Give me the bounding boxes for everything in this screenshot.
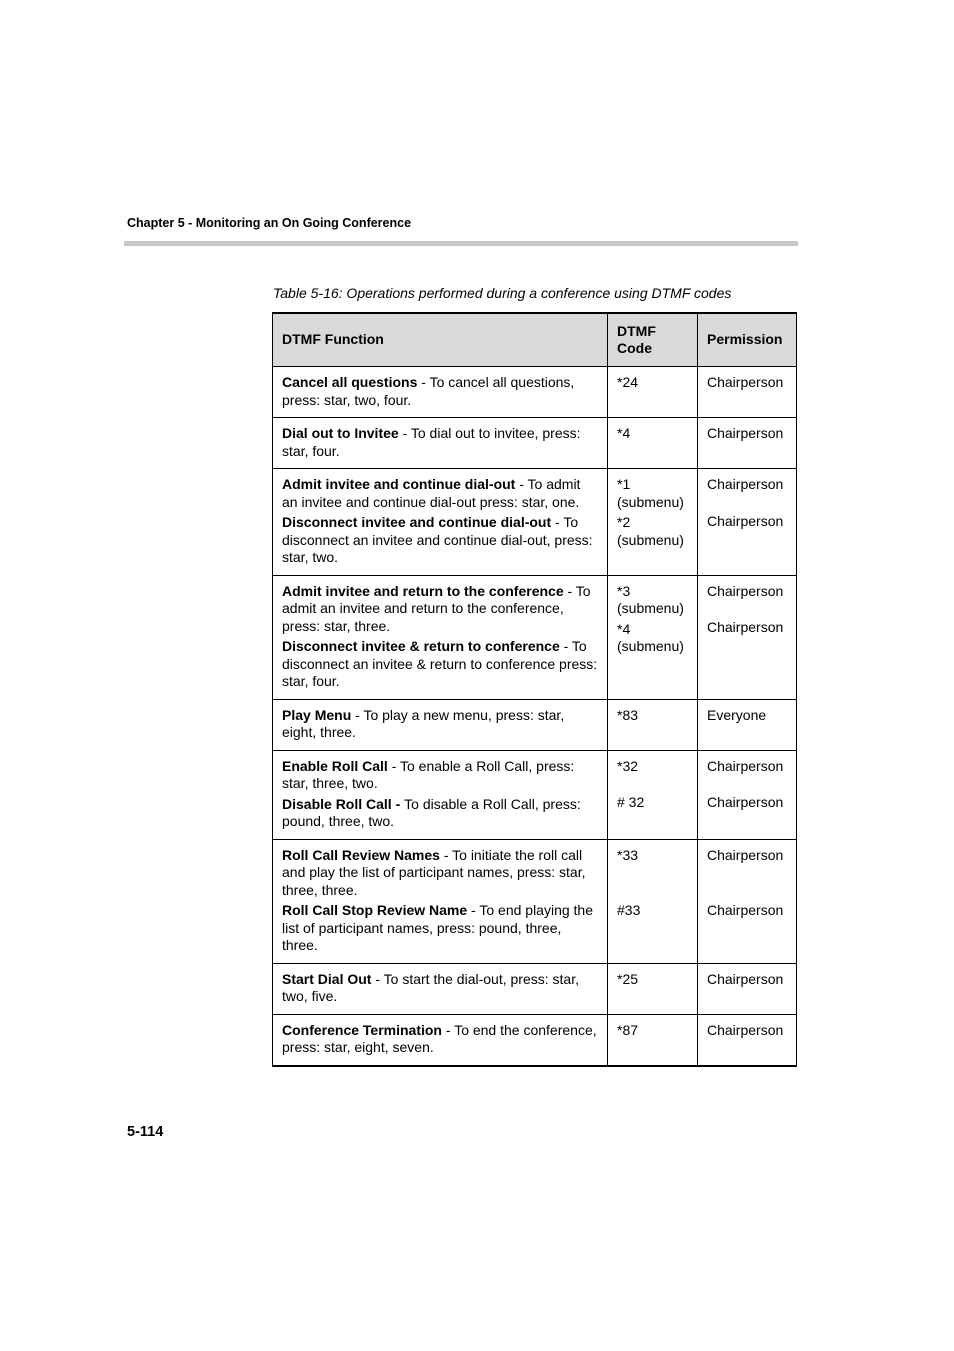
function-entry	[282, 583, 598, 636]
permission-cell	[698, 575, 797, 699]
function-cell	[273, 699, 608, 750]
dtmf-code: *3	[617, 582, 631, 599]
function-description: - To initiate the roll call and play the list of participant names, press: star, three, three.	[282, 846, 586, 898]
dtmf-code: *4	[617, 425, 631, 441]
permission-value: Chairperson	[707, 846, 784, 863]
permission-value: Chairperson	[707, 757, 784, 774]
permission-value: Chairperson	[707, 902, 784, 918]
table-row	[273, 469, 797, 576]
function-name: Enable Roll Call	[282, 757, 388, 774]
table-row	[273, 1014, 797, 1066]
column-header-permission: Permission	[698, 313, 797, 367]
function-description: - To admit an invitee and continue dial-out press: star, one.	[282, 476, 581, 510]
table-header-row	[273, 313, 797, 367]
code-cell	[608, 839, 698, 963]
function-name: Roll Call Review Names	[282, 846, 440, 863]
function-entry	[282, 707, 598, 742]
permission-cell	[698, 418, 797, 469]
dtmf-code: *33	[617, 846, 639, 863]
dtmf-code: (submenu)	[617, 600, 684, 616]
permission-cell	[698, 839, 797, 963]
function-entry	[282, 514, 598, 567]
function-description: - To disconnect an invitee & return to conference press: star, four.	[282, 638, 598, 689]
permission-cell	[698, 469, 797, 576]
dtmf-code: *2	[617, 514, 631, 530]
function-cell	[273, 1014, 608, 1066]
code-cell	[608, 963, 698, 1014]
code-cell	[608, 699, 698, 750]
table-row	[273, 963, 797, 1014]
function-entry	[282, 425, 598, 460]
dtmf-code: #33	[617, 902, 641, 918]
page-number: 5-114	[127, 1124, 164, 1140]
function-entry	[282, 1022, 598, 1057]
function-name: Admit invitee and continue dial-out	[282, 476, 516, 492]
function-cell	[273, 839, 608, 963]
permission-cell	[698, 699, 797, 750]
code-cell	[608, 575, 698, 699]
function-description: - To dial out to invitee, press: star, four.	[282, 425, 581, 459]
permission-value: Chairperson	[707, 374, 784, 390]
function-description: - To end playing the list of participant names, press: pound, three, three.	[282, 902, 594, 953]
table-row	[273, 750, 797, 839]
function-entry	[282, 847, 598, 900]
function-entry	[282, 902, 598, 955]
dtmf-code: (submenu)	[617, 493, 684, 510]
function-name: Disable Roll Call -	[282, 795, 405, 812]
dtmf-code: *24	[617, 374, 639, 390]
code-cell	[608, 1014, 698, 1066]
table-row	[273, 699, 797, 750]
permission-value: Chairperson	[707, 970, 784, 987]
function-entry	[282, 796, 598, 831]
table-row	[273, 839, 797, 963]
permission-cell	[698, 750, 797, 839]
permission-value: Chairperson	[707, 794, 784, 810]
function-description: - To admit an invitee and return to the conference, press: star, three.	[282, 582, 591, 634]
function-cell	[273, 418, 608, 469]
code-cell	[608, 367, 698, 418]
function-cell	[273, 575, 608, 699]
function-description: - To play a new menu, press: star, eight, three.	[282, 706, 565, 740]
function-description: - To end the conference, press: star, eight, seven.	[282, 1021, 597, 1055]
function-cell	[273, 750, 608, 839]
function-description: - To enable a Roll Call, press: star, three, two.	[282, 757, 575, 791]
permission-value: Chairperson	[707, 619, 784, 635]
function-description: - To cancel all questions, press: star, two, four.	[282, 374, 575, 408]
permission-cell	[698, 367, 797, 418]
permission-value: Chairperson	[707, 425, 784, 441]
function-name: Conference Termination	[282, 1021, 442, 1038]
dtmf-code: *4	[617, 620, 631, 637]
function-description: - To start the dial-out, press: star, two, five.	[282, 970, 579, 1004]
dtmf-table	[272, 312, 797, 1067]
dtmf-code: *87	[617, 1021, 639, 1038]
table-body	[273, 367, 797, 1066]
function-entry	[282, 476, 598, 511]
code-cell	[608, 469, 698, 576]
dtmf-code: *1	[617, 476, 631, 492]
dtmf-code: # 32	[617, 794, 645, 810]
permission-value: Everyone	[707, 706, 767, 723]
table-row	[273, 418, 797, 469]
function-entry	[282, 758, 598, 793]
function-entry	[282, 638, 598, 691]
table-row	[273, 575, 797, 699]
column-header-code-text: DTMF Code	[617, 322, 656, 356]
table-row	[273, 367, 797, 418]
dtmf-code: *83	[617, 706, 639, 723]
function-entry	[282, 971, 598, 1006]
function-description: To disable a Roll Call, press: pound, three, two.	[282, 795, 581, 829]
permission-value: Chairperson	[707, 476, 784, 492]
function-name: Disconnect invitee and continue dial-out	[282, 514, 552, 530]
function-name: Play Menu	[282, 706, 352, 723]
column-header-code	[608, 313, 698, 367]
function-description: - To disconnect an invitee and continue dial-out, press: star, two.	[282, 514, 593, 565]
permission-cell	[698, 963, 797, 1014]
permission-cell	[698, 1014, 797, 1066]
function-cell	[273, 963, 608, 1014]
code-cell	[608, 418, 698, 469]
permission-value: Chairperson	[707, 512, 784, 529]
chapter-header: Chapter 5 - Monitoring an On Going Conference	[127, 216, 412, 230]
function-name: Dial out to Invitee	[282, 425, 399, 441]
dtmf-code: *25	[617, 970, 639, 987]
function-cell	[273, 469, 608, 576]
function-name: Disconnect invitee & return to conference	[282, 638, 560, 654]
function-name: Start Dial Out	[282, 970, 372, 987]
function-name: Cancel all questions	[282, 374, 418, 390]
permission-value: Chairperson	[707, 582, 784, 599]
dtmf-code: (submenu)	[617, 531, 684, 548]
function-cell	[273, 367, 608, 418]
code-cell	[608, 750, 698, 839]
dtmf-code: *32	[617, 757, 639, 774]
permission-value: Chairperson	[707, 1021, 784, 1038]
function-name: Roll Call Stop Review Name	[282, 902, 468, 918]
column-header-function: DTMF Function	[273, 313, 608, 367]
header-rule	[124, 241, 798, 246]
table-caption: Table 5-16: Operations performed during a conference using DTMF codes	[273, 285, 732, 301]
function-entry	[282, 374, 598, 409]
dtmf-code: (submenu)	[617, 638, 684, 654]
function-name: Admit invitee and return to the conference	[282, 582, 564, 599]
